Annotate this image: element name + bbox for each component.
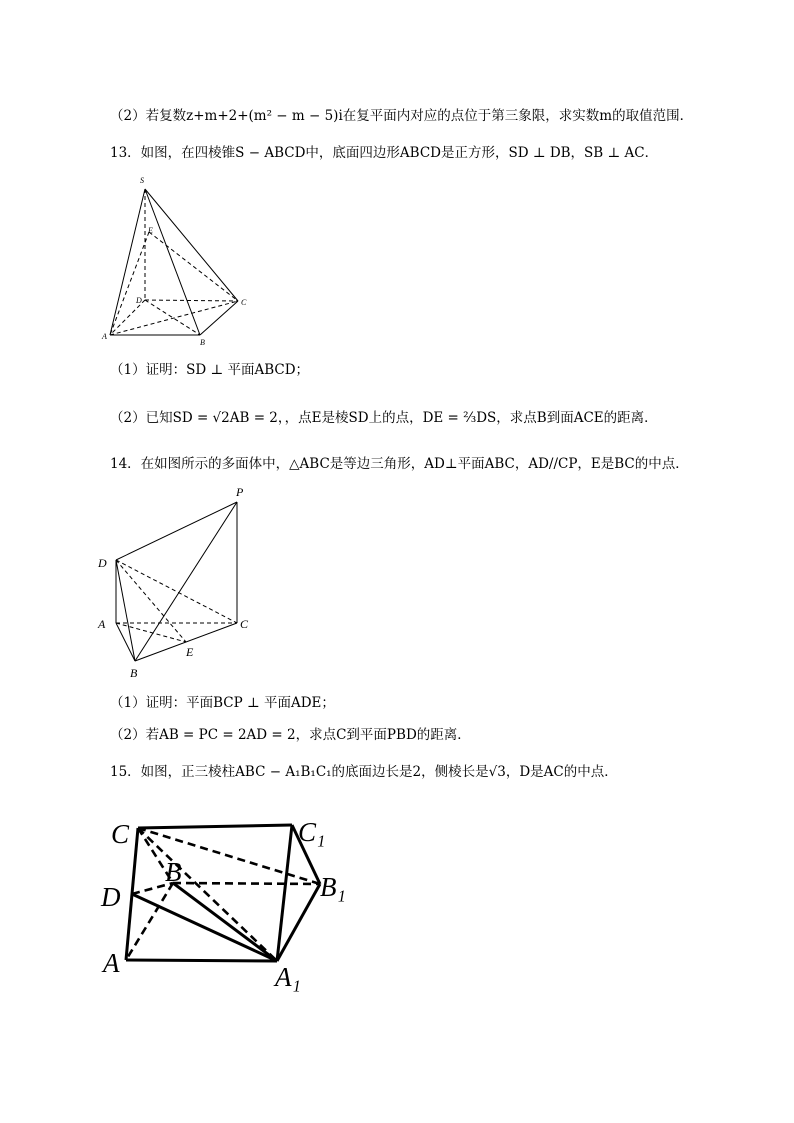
label-E: E: [148, 226, 153, 235]
p13-stem: 13．如图，在四棱锥S − ABCD中，底面四边形ABCD是正方形，SD ⊥ DB，SB ⊥ AC．: [110, 145, 659, 161]
p14-part2: （2）若AB = PC = 2AD = 2，求点C到平面PBD的距离．: [110, 727, 471, 743]
p15-stem: 15．如图，正三棱柱ABC − A₁B₁C₁的底面边长是2，侧棱长是√3，D是AC的中点．: [110, 764, 618, 780]
label-B: B: [130, 666, 138, 680]
label-C: C: [111, 819, 130, 849]
label-E: E: [186, 645, 194, 659]
label-P: P: [236, 485, 244, 499]
p14-stem: 14．在如图所示的多面体中，△ABC是等边三角形，AD⊥平面ABC，AD//CP，E是BC的中点．: [110, 456, 689, 472]
label-C: C: [241, 298, 247, 307]
label-A1: A₁: [275, 962, 301, 992]
label-D: D: [136, 296, 142, 305]
label-B: B: [200, 338, 205, 347]
p14-part1: （1）证明：平面BCP ⊥ 平面ADE；: [110, 695, 335, 711]
label-C1: C₁: [298, 817, 326, 847]
p14-polyhedron-figure: [90, 484, 270, 684]
label-A: A: [98, 617, 106, 631]
label-D: D: [101, 882, 121, 912]
p15-prism-figure: [95, 805, 375, 1005]
label-B1: B₁: [320, 872, 346, 902]
label-D: D: [98, 556, 107, 570]
p13-pyramid-figure: [100, 172, 260, 352]
label-A: A: [102, 332, 107, 341]
p12-part2-text: （2）若复数z+m+2+(m² − m − 5)i在复平面内对应的点位于第三象限，求实数m的取值范围．: [110, 108, 694, 124]
label-A: A: [103, 948, 120, 978]
label-B: B: [165, 857, 182, 887]
label-C: C: [240, 617, 249, 631]
p13-part1: （1）证明：SD ⊥ 平面ABCD；: [110, 362, 310, 378]
label-S: S: [140, 176, 144, 185]
p13-part2: （2）已知SD = √2AB = 2，，点E是棱SD上的点，DE = ⅔DS，求点B到面ACE的距离．: [110, 410, 658, 426]
